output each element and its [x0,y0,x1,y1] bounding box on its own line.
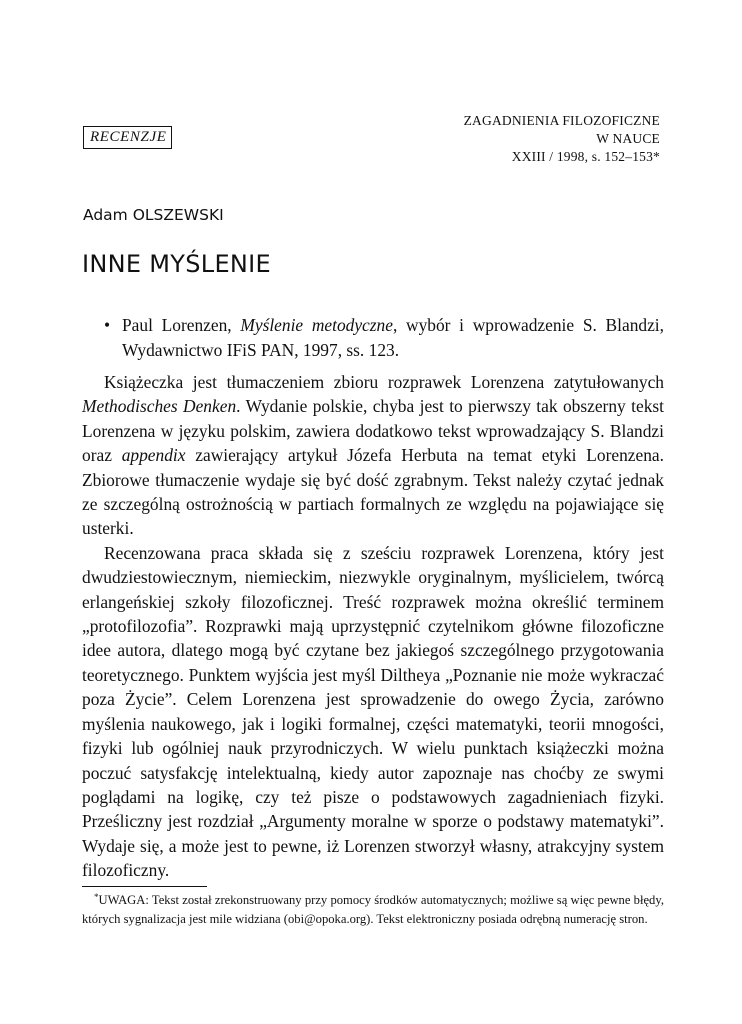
bullet-icon: • [104,315,111,335]
review-body [82,370,664,883]
paragraph-1-part-c: zawierający artykuł Józefa Herbuta na temat etyki Lorenzena. Zbiorowe tłumaczenie wydaje się być dość zgrabnym. Tekst należy czytać jednak ze szczególną ostrożnością w partiach formalnych ze względu na pojawiające się usterki. [82,445,664,539]
reference-text [122,313,664,362]
section-label: RECENZJE [90,129,167,145]
journal-name: ZAGADNIENIA FILOZOFICZNE [463,113,660,128]
footnote-separator [82,886,207,887]
paragraph-2: Recenzowana praca składa się z sześciu rozprawek Lorenzena, który jest dwudziestowiecznym, niemieckim, niezwykle oryginalnym, myślicielem, twórcą erlangeńskiej szkoły filozoficznej. Treść rozprawek można określić terminem „protofilozofia”. Rozprawki mają uprzystępnić czytelnikom główne filozoficzne idee autora, dlatego mogą być czytane bez jakiegoś szczególnego przygotowania teoretycznego. Punktem wyjścia jest myśl Diltheya „Poznanie nie może wykraczać poza Życie”. Celem Lorenzena jest sprowadzenie do owego Życia, zarówno myślenia naukowego, jak i logiki formalnej, części matematyki, teorii mnogości, fizyki lub ogólniej nauk przyrodniczych. W wielu punktach książeczki można poczuć satysfakcję intelektualną, kiedy autor zapoznaje nas choćby ze swymi poglądami na logikę, czy też pisze o podstawowych zagadnieniach fizyki. Prześliczny jest rozdział „Argumenty moralne w sporze o podstawy matematyki”. Wydaje się, a może jest to pewne, iż Lorenzen stworzył własny, atrakcyjny system filozoficzny. [82,542,664,881]
journal-volume-pages: XXIII / 1998, s. 152–153* [511,149,660,164]
reviewed-book-reference [104,313,664,362]
footnote-marker: * [94,892,99,902]
reference-details: , wybór i wprowadzenie S. Blandzi, Wydawnictwo IFiS PAN, 1997, ss. 123. [122,315,664,360]
article-author: Adam OLSZEWSKI [83,206,224,224]
paragraph-1-emphasis-2: appendix [121,445,186,466]
reference-book-title: Myślenie metodyczne [240,315,393,335]
journal-info [464,112,660,166]
journal-name-cont: W NAUCE [596,131,660,146]
footnote [82,891,664,929]
paragraph-1-emphasis-1: Methodisches Denken [82,396,237,417]
article-title: INNE MYŚLENIE [82,250,272,278]
paragraph-1-part-b: . Wydanie polskie, chyba jest to pierwszy tak obszerny tekst Lorenzena w języku polskim, zawiera dodatkowo tekst wprowadzający S. Blandzi oraz [82,396,664,466]
paragraph-1-part-a: Książeczka jest tłumaczeniem zbioru rozprawek Lorenzena zatytułowanych [104,372,664,392]
section-label-box [83,126,172,149]
paragraph-1 [82,370,664,541]
footnote-text: UWAGA: Tekst został zrekonstruowany przy pomocy środków automatycznych; możliwe są więc pewne błędy, których sygnalizacja jest mile widziana (obi@opoka.org). Tekst elektroniczny posiada odrębną numerację stron. [82,893,664,926]
reference-author: Paul Lorenzen, [122,315,232,335]
